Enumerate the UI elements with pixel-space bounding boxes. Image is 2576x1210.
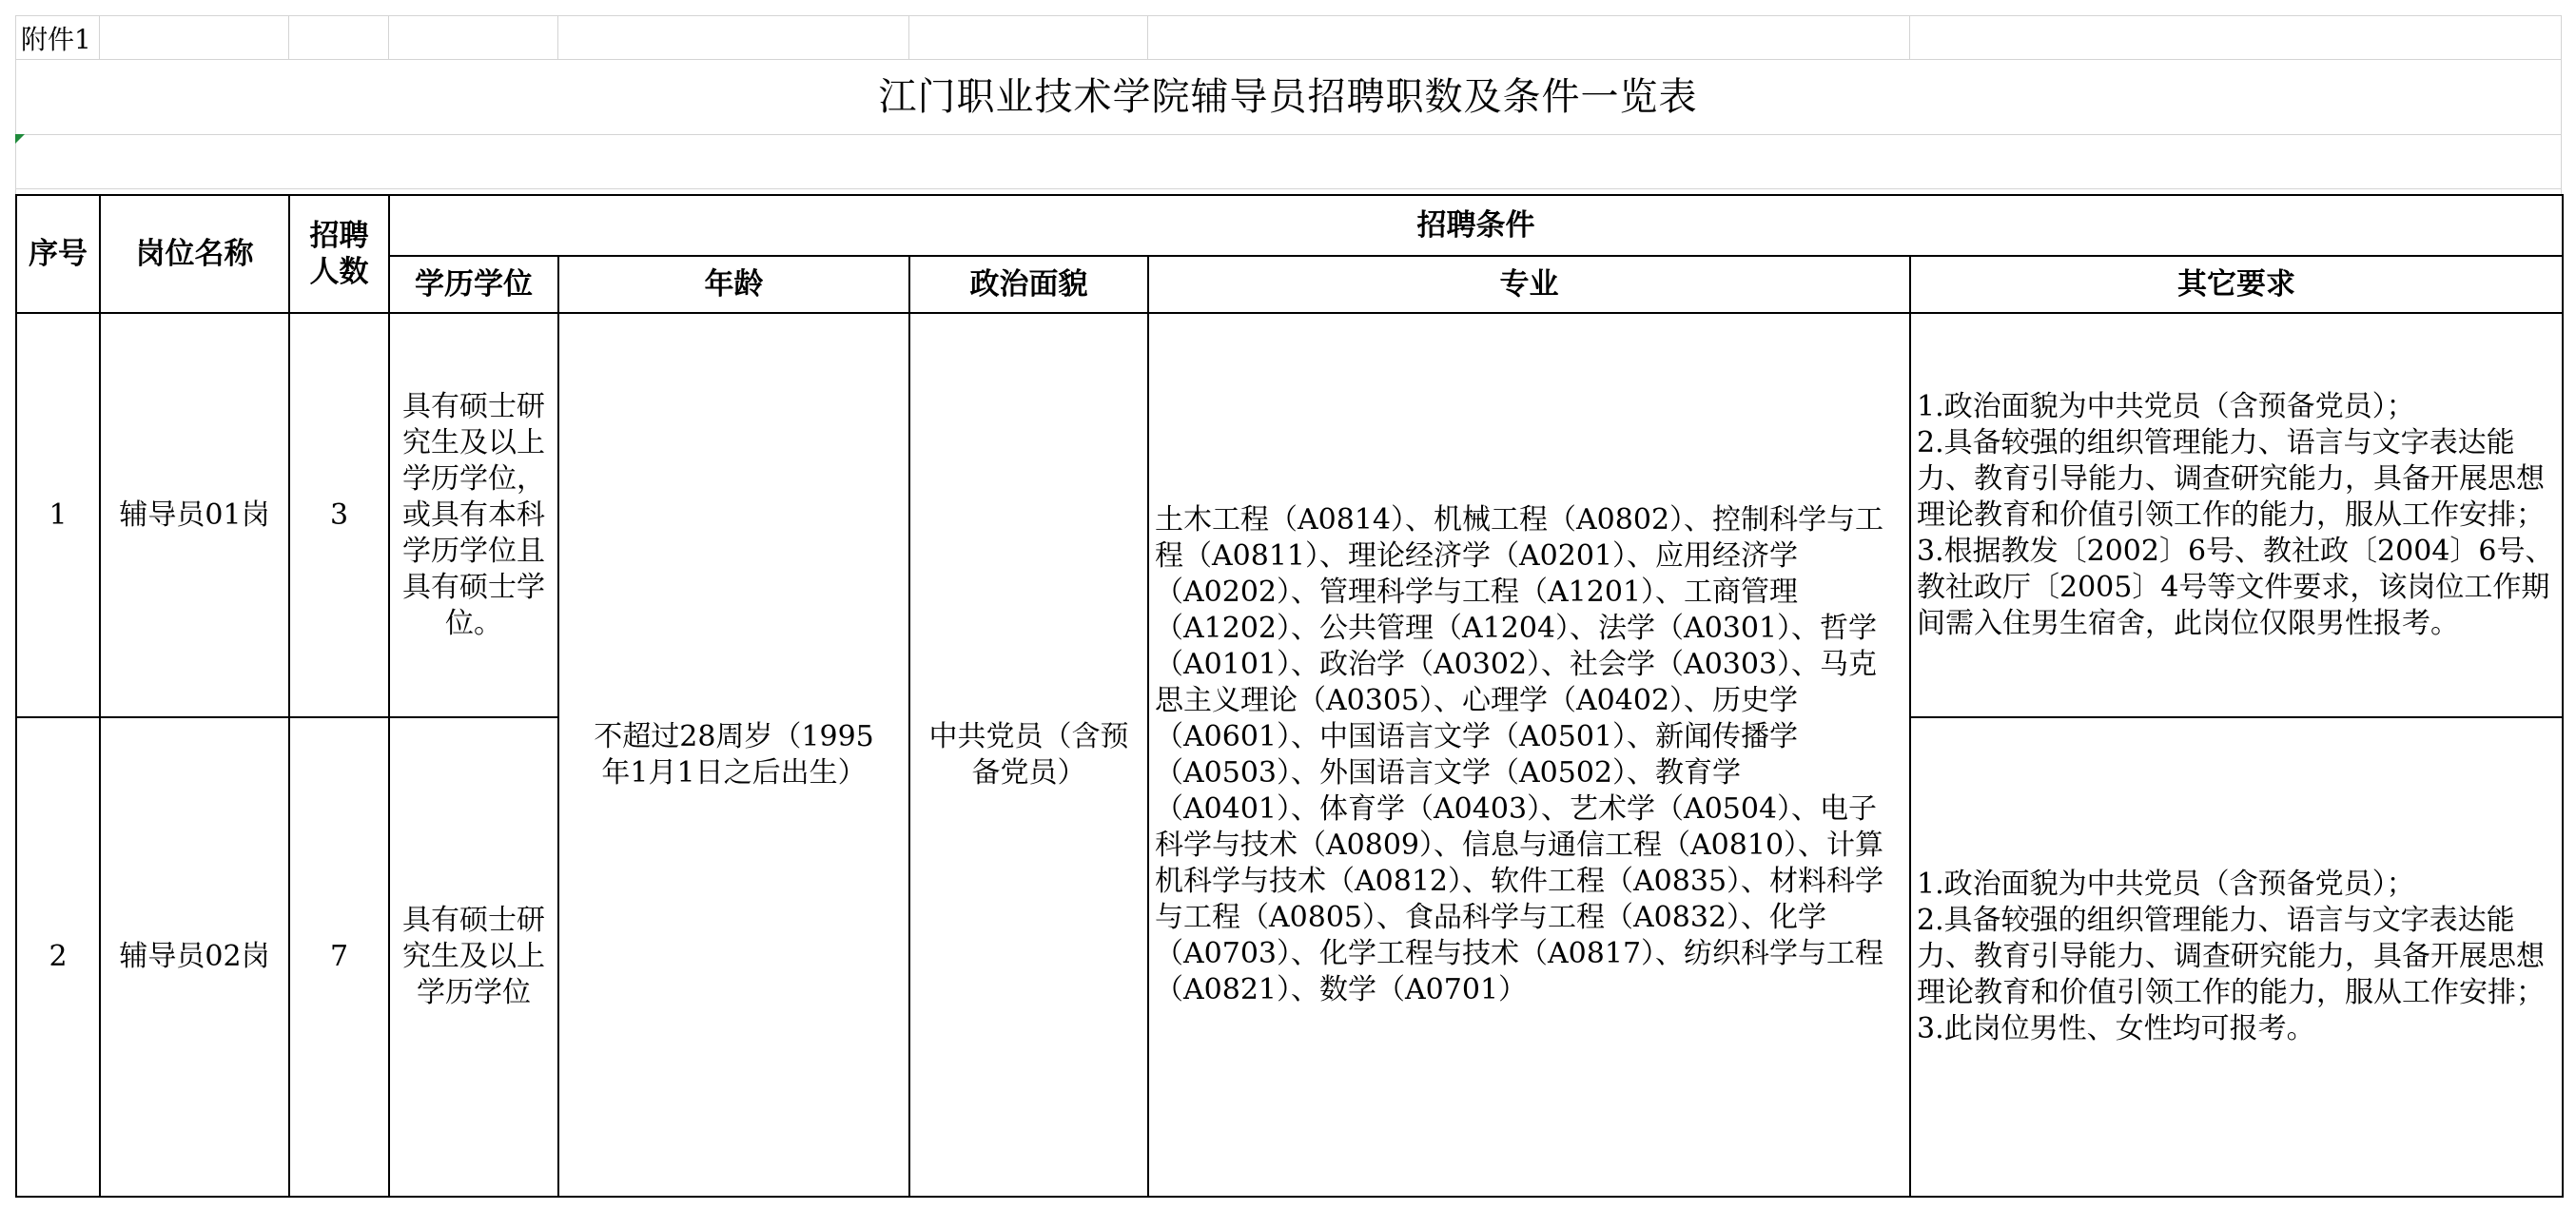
other-requirements	[1910, 313, 2563, 717]
row-education: 具有硕士研究生及以上学历学位	[389, 717, 558, 1197]
grid-line	[388, 15, 389, 59]
requirement-line: 1.政治面貌为中共党员（含预备党员）；	[1917, 868, 2415, 901]
grid-line	[557, 15, 558, 59]
row-seq: 1	[16, 313, 100, 717]
grid-line	[99, 15, 100, 59]
row-count: 7	[289, 717, 389, 1197]
grid-line	[1147, 15, 1148, 59]
row-education: 具有硕士研究生及以上学历学位，或具有本科学历学位且具有硕士学位。	[389, 313, 558, 717]
grid-line	[15, 15, 2561, 16]
table-row	[16, 313, 2563, 717]
grid-line	[288, 15, 289, 59]
page-title: 江门职业技术学院辅导员招聘职数及条件一览表	[878, 75, 1698, 119]
grid-line	[15, 134, 2561, 135]
header-political: 政治面貌	[909, 256, 1148, 313]
political-requirement: 中共党员（含预备党员）	[909, 313, 1148, 1197]
row-position: 辅导员01岗	[100, 313, 289, 717]
grid-line	[15, 59, 2561, 60]
grid-line	[15, 188, 2561, 189]
age-requirement: 不超过28周岁（1995年1月1日之后出生）	[558, 313, 909, 1197]
recruitment-table	[15, 194, 2564, 1198]
header-seq: 序号	[16, 195, 100, 313]
header-age: 年龄	[558, 256, 909, 313]
requirement-line: 3.根据教发〔2002〕6号、教社政〔2004〕6号、教社政厅〔2005〕4号等文件要求，该岗位工作期间需入住男生宿舍，此岗位仅限男性报考。	[1917, 534, 2554, 640]
requirement-line: 3.此岗位男性、女性均可报考。	[1917, 1012, 2315, 1045]
other-requirements	[1910, 717, 2563, 1197]
major-requirement: 土木工程（A0814）、机械工程（A0802）、控制科学与工程（A0811）、理论经济学（A0201）、应用经济学（A0202）、管理科学与工程（A1201）、工商管理（A1202）、公共管理（A1204）、法学（A0301）、哲学（A0101）、政治学（A0302）、社会学（A0303）、马克思主义理论（A0305）、心理学（A0402）、历史学（A0601）、中国语言文学（A0501）、新闻传播学（A0503）、外国语言文学（A0502）、教育学（A0401）、体育学（A0403）、艺术学（A0504）、电子科学与技术（A0809）、信息与通信工程（A0810）、计算机科学与技术（A0812）、软件工程（A0835）、材料科学与工程（A0805）、食品科学与工程（A0832）、化学（A0703）、化学工程与技术（A0817）、纺织科学与工程（A0821）、数学（A0701）	[1148, 313, 1910, 1197]
attachment-label: 附件1	[21, 24, 91, 55]
row-seq: 2	[16, 717, 100, 1197]
grid-line	[1909, 15, 1910, 59]
header-position: 岗位名称	[100, 195, 289, 313]
requirement-line: 2.具备较强的组织管理能力、语言与文字表达能力、教育引导能力、调查研究能力，具备开展思想理论教育和价值引领工作的能力，服从工作安排；	[1917, 425, 2545, 532]
header-count: 招聘人数	[289, 195, 389, 313]
header-other: 其它要求	[1910, 256, 2563, 313]
grid-line	[908, 15, 909, 59]
header-major: 专业	[1148, 256, 1910, 313]
header-conditions: 招聘条件	[389, 195, 2563, 256]
row-count: 3	[289, 313, 389, 717]
row-position: 辅导员02岗	[100, 717, 289, 1197]
grid-line	[2561, 15, 2562, 194]
cell-indicator-icon	[15, 134, 25, 144]
header-row-1	[16, 195, 2563, 256]
requirement-line: 2.具备较强的组织管理能力、语言与文字表达能力、教育引导能力、调查研究能力，具备开展思想理论教育和价值引领工作的能力，服从工作安排；	[1917, 904, 2545, 1009]
header-row-2	[16, 256, 2563, 313]
requirement-line: 1.政治面貌为中共党员（含预备党员）；	[1917, 389, 2415, 423]
header-education: 学历学位	[389, 256, 558, 313]
